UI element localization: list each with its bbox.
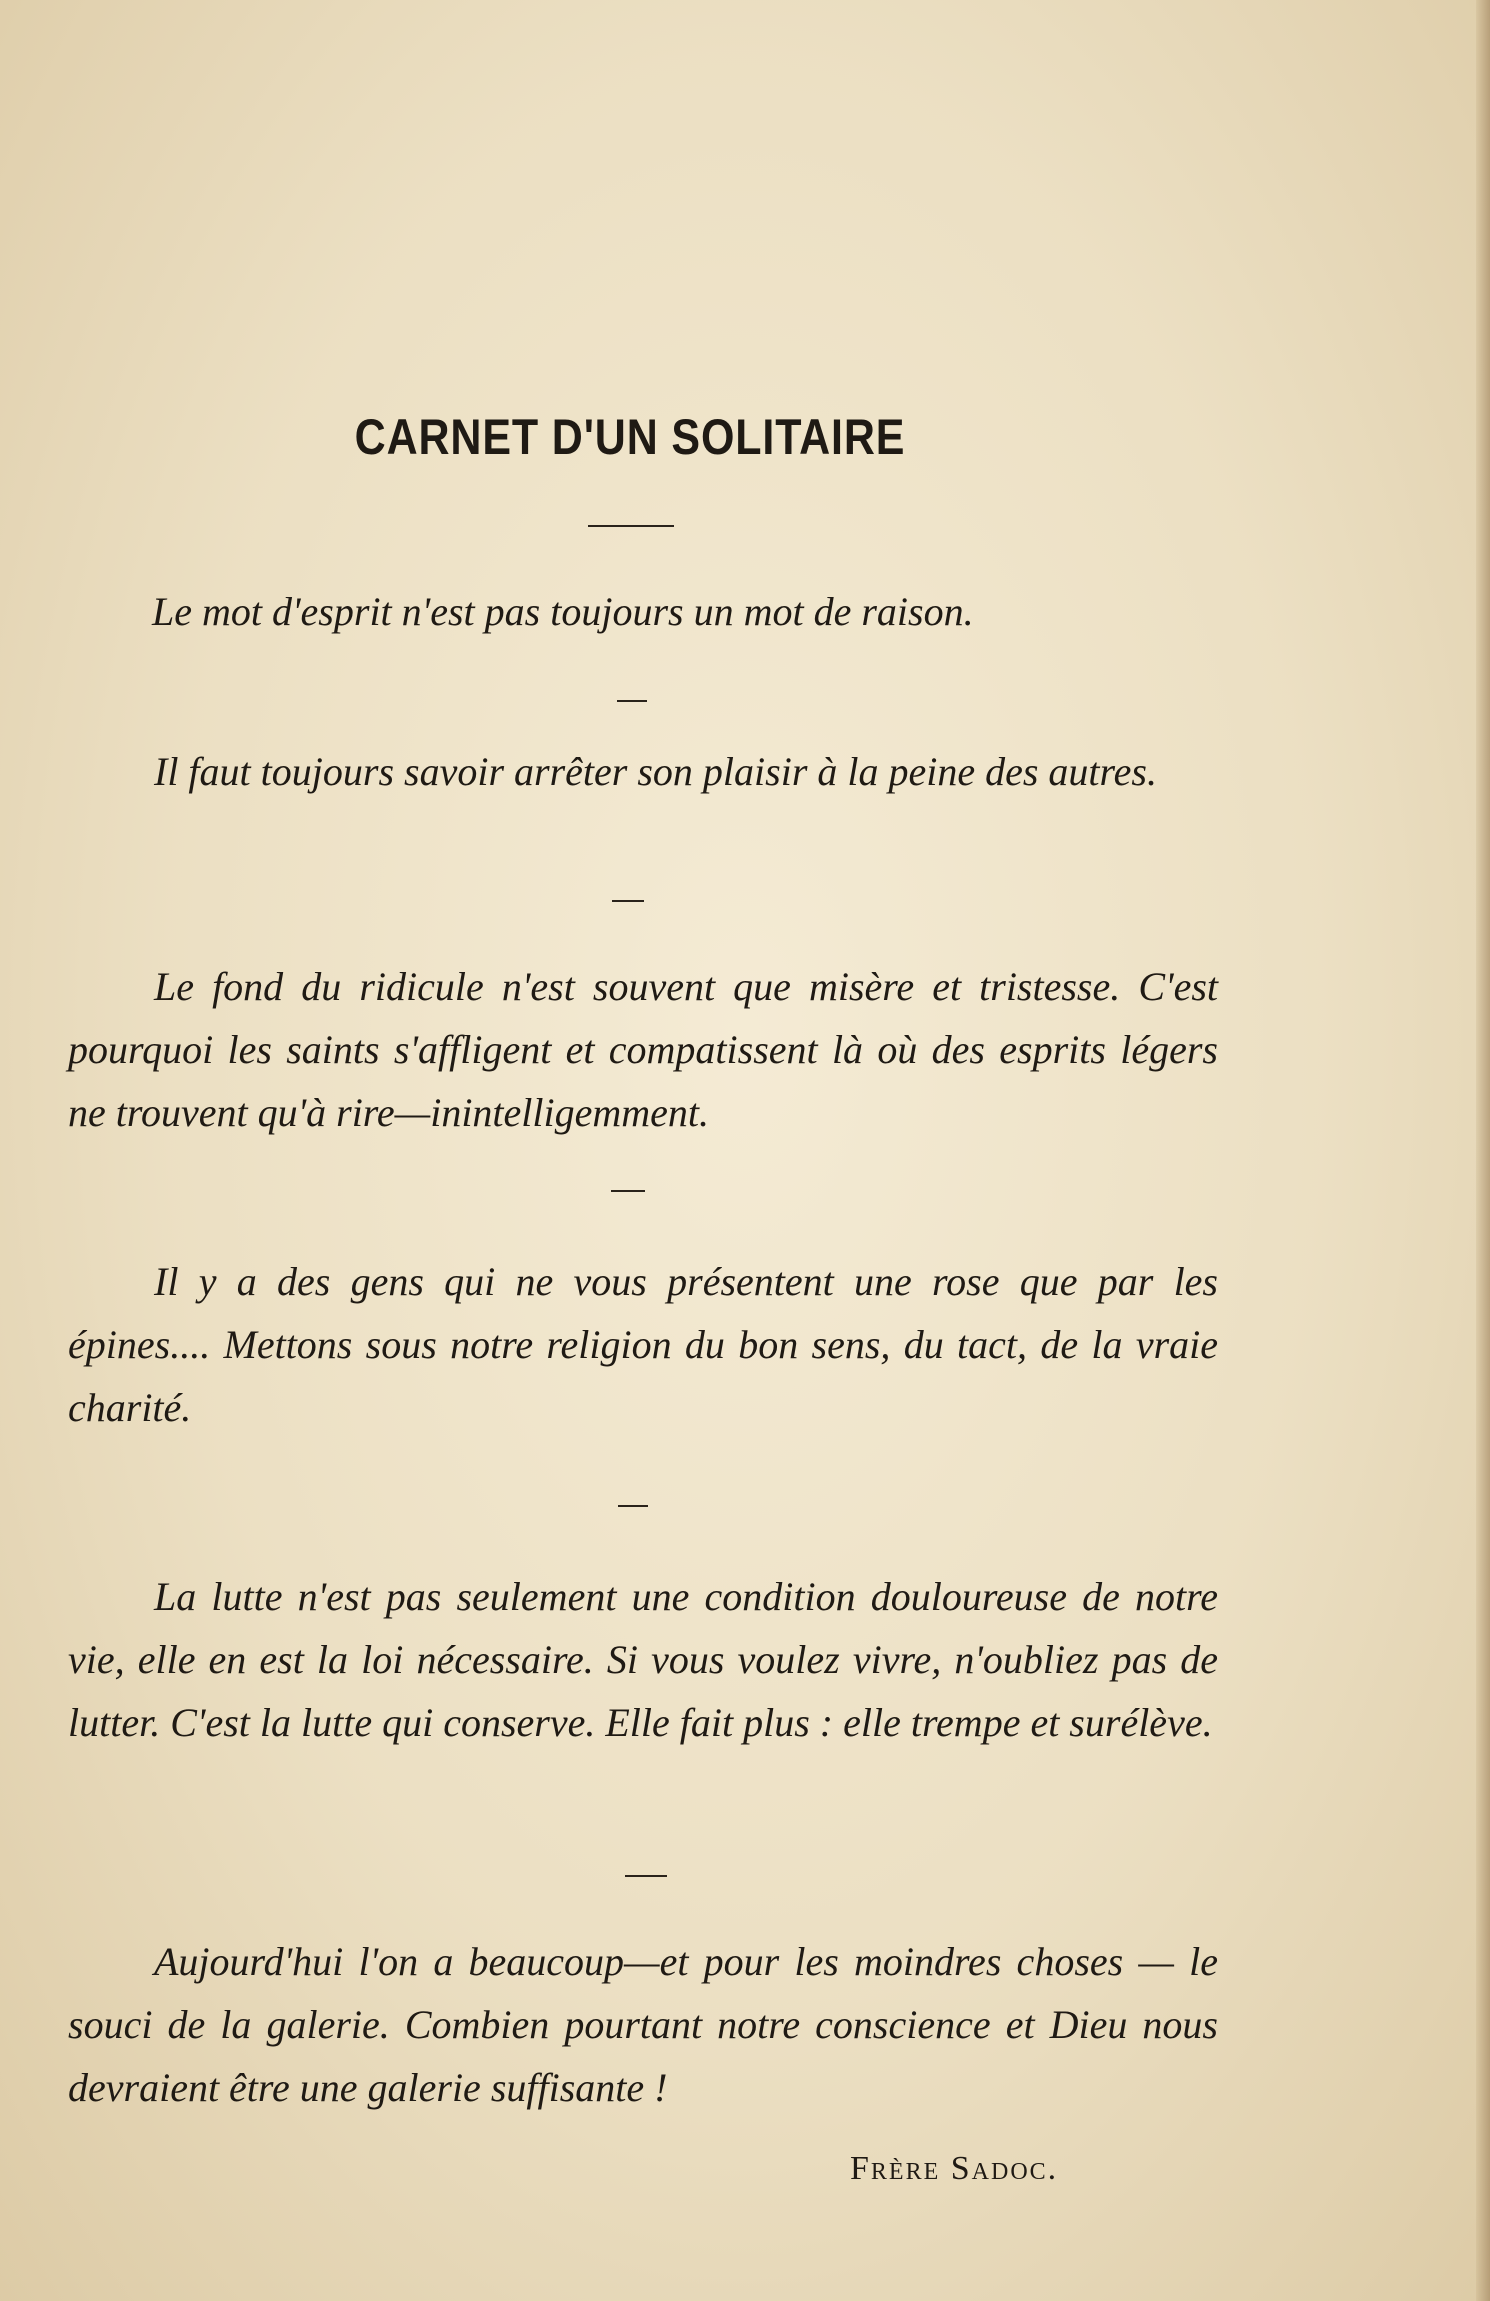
maxim-1: Le mot d'esprit n'est pas toujours un mot de raison. [152,589,974,634]
divider-4 [618,1505,648,1507]
divider-5 [625,1875,667,1877]
divider-1 [617,700,647,702]
divider-2 [612,900,644,902]
author-signature: Frère Sadoc. [850,2150,1059,2187]
title-divider [588,525,674,527]
maxim-2: Il faut toujours savoir arrêter son plaisir à la peine des autres. [154,749,1157,794]
maxim-4: Il y a des gens qui ne vous présentent une rose que par les épines.... Mettons sous notre religion du bon sens, du tact, de la vraie charité. [68,1259,1218,1430]
maxim-3: Le fond du ridicule n'est souvent que misère et tristesse. C'est pourquoi les saints s'affligent et compatissent là où des esprits légers ne trouvent qu'à rire—inintelligemment. [68,964,1218,1135]
divider-3 [611,1190,645,1192]
page-title: CARNET D'UN SOLITAIRE [354,409,906,465]
maxim-6: Aujourd'hui l'on a beaucoup—et pour les moindres choses — le souci de la galerie. Combien pourtant notre conscience et Dieu nous devraient être une galerie suffisante ! [68,1939,1218,2110]
maxim-5: La lutte n'est pas seulement une condition douloureuse de notre vie, elle en est la loi nécessaire. Si vous voulez vivre, n'oubliez pas de lutter. C'est la lutte qui conserve. Elle fait plus : elle trempe et surélève. [68,1574,1218,1745]
page-edge-shadow [1476,0,1490,2301]
